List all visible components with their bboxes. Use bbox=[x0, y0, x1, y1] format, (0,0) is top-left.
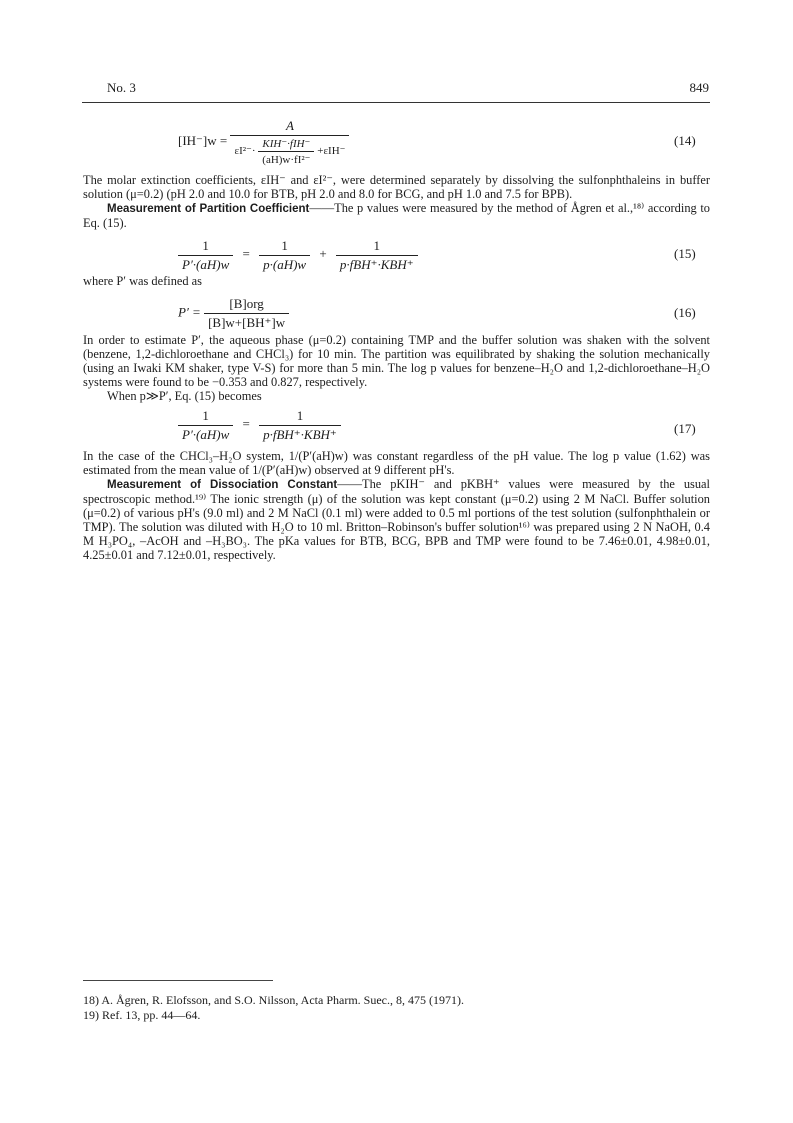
section-dissociation-dash: —— bbox=[337, 477, 363, 491]
eq17-equals: = bbox=[242, 416, 250, 432]
section-dissociation-text: The pKIH⁻ and pKBH⁺ values were measured by the usual spectroscopic method.¹⁹⁾ The ionic strength (μ) of the solution was kept constant (μ=0.2) using 2 M NaCl. Buffer solution (μ=0.2) of various pH's (9.0 ml) and 2 M NaCl (0.1 ml) were added to 0.5 ml portions of the test solution (sulfonphthalein or TMP). The solution was diluted with H₂O to 10 ml. Britton–Robinson's buffer solution¹⁶⁾ was prepared using 2 N NaOH, 0.4 M H₃PO₄, –AcOH and –H₃BO₃. The pKa values for BTB, BCG, BPB and TMP were found to be 7.46±0.01, 4.98±0.01, 4.25±0.01 and 7.12±0.01, respectively. bbox=[83, 477, 710, 562]
section-partition-dash: —— bbox=[309, 201, 335, 215]
footnote-18 bbox=[83, 993, 464, 1008]
eq17-lhs-numerator: 1 bbox=[202, 408, 209, 423]
eq15-r2-fraction bbox=[336, 238, 418, 273]
eq15-equals: = bbox=[242, 246, 250, 262]
eq14-inner-numerator: KIH⁻·fIH⁻ bbox=[262, 138, 311, 150]
eq15-r1-fraction bbox=[259, 238, 310, 273]
equation-14 bbox=[178, 118, 349, 166]
paragraph-chcl3-text: In the case of the CHCl₃–H₂O system, 1/(P′(aH)w) was constant regardless of the pH value. The log p value (1.62) was estimated from the mean value of 1/(P′(aH)w) observed at 9 different pH's. bbox=[83, 449, 710, 477]
eq16-fraction bbox=[204, 296, 289, 331]
eq15-lhs-fraction bbox=[178, 238, 233, 273]
eq15-number: (15) bbox=[674, 246, 696, 261]
footnote-19 bbox=[83, 1008, 200, 1023]
equation-16 bbox=[178, 296, 289, 331]
eq15-r2-numerator: 1 bbox=[373, 238, 380, 253]
eq16-denominator: [B]w+[BH⁺]w bbox=[204, 313, 289, 331]
footnote-rule bbox=[83, 980, 273, 981]
section-dissociation bbox=[83, 477, 710, 562]
when-line bbox=[83, 389, 710, 403]
eq16-numerator: [B]org bbox=[229, 296, 264, 311]
footnote-18-text: A. Ågren, R. Elofsson, and S.O. Nilsson, Acta Pharm. Suec., 8, 475 (1971). bbox=[101, 993, 464, 1007]
eq15-plus: + bbox=[319, 246, 327, 262]
header-rule bbox=[82, 102, 710, 103]
eq17-lhs-denominator: P′·(aH)w bbox=[178, 425, 233, 443]
footnote-18-number: 18) bbox=[83, 993, 99, 1007]
eq17-number: (17) bbox=[674, 421, 696, 436]
eq14-den-suffix: +εIH⁻ bbox=[317, 145, 346, 158]
eq15-r2-denominator: p·fBH⁺·KBH⁺ bbox=[336, 255, 418, 273]
where-line bbox=[83, 274, 710, 288]
eq14-den-prefix: εI²⁻· bbox=[234, 145, 256, 158]
issue-number: No. 3 bbox=[107, 80, 136, 95]
eq17-r-fraction bbox=[259, 408, 341, 443]
eq17-lhs-fraction bbox=[178, 408, 233, 443]
eq15-lhs-numerator: 1 bbox=[202, 238, 209, 253]
eq16-lhs: P′ = bbox=[178, 304, 201, 320]
eq14-fraction bbox=[230, 118, 349, 166]
eq17-r-denominator: p·fBH⁺·KBH⁺ bbox=[259, 425, 341, 443]
paragraph-extinction bbox=[83, 173, 710, 201]
paragraph-partition-method-text: In order to estimate P′, the aqueous phase (μ=0.2) containing TMP and the buffer solution was shaken with the solvent (benzene, 1,2-dichloroethane and CHCl₃) for 10 min. The partition was equilibrated by shaking the solution mechanically (using an Iwaki KM shaker, type V-S) for more than 5 min. The log p values for benzene–H₂O and 1,2-dichloroethane–H₂O systems were found to be −0.353 and 0.827, respectively. bbox=[83, 333, 710, 389]
eq14-inner-fraction bbox=[258, 137, 314, 166]
section-dissociation-heading: Measurement of Dissociation Constant bbox=[107, 479, 338, 491]
eq14-numerator: A bbox=[286, 118, 294, 133]
section-partition-text: The p values were measured by the method of Ågren et al.,¹⁸⁾ according to Eq. (15). bbox=[83, 201, 711, 230]
paragraph-extinction-text: The molar extinction coefficients, εIH⁻ and εI²⁻, were determined separately by dissolving the sulfonphthaleins in buffer solution (μ=0.2) (pH 2.0 and 10.0 for BTB, pH 2.0 and 8.0 for BCG, and pH 1.0 and 7.5 for BPB). bbox=[83, 173, 710, 201]
section-partition-heading: Measurement of Partition Coefficient bbox=[107, 203, 310, 215]
eq14-inner-denominator: (aH)w·fI²⁻ bbox=[258, 151, 314, 166]
where-text: where P′ was defined as bbox=[83, 274, 203, 288]
eq14-lhs: [IH⁻]w = bbox=[178, 132, 228, 148]
eq16-number: (16) bbox=[674, 305, 696, 320]
equation-15 bbox=[178, 238, 418, 273]
eq14-number: (14) bbox=[674, 133, 696, 148]
footnote-19-number: 19) bbox=[83, 1008, 99, 1022]
when-text: When p≫P′, Eq. (15) becomes bbox=[107, 389, 262, 403]
equation-17 bbox=[178, 408, 341, 443]
page-number: 849 bbox=[689, 80, 709, 95]
eq15-r1-numerator: 1 bbox=[281, 238, 288, 253]
footnote-19-text: Ref. 13, pp. 44—64. bbox=[102, 1008, 201, 1022]
eq14-denominator bbox=[230, 135, 349, 166]
section-partition bbox=[83, 201, 710, 230]
eq17-r-numerator: 1 bbox=[296, 408, 304, 423]
eq15-lhs-denominator: P′·(aH)w bbox=[178, 255, 233, 273]
paragraph-partition-method bbox=[83, 333, 710, 389]
eq15-r1-denominator: p·(aH)w bbox=[259, 255, 310, 273]
paragraph-chcl3 bbox=[83, 449, 710, 477]
